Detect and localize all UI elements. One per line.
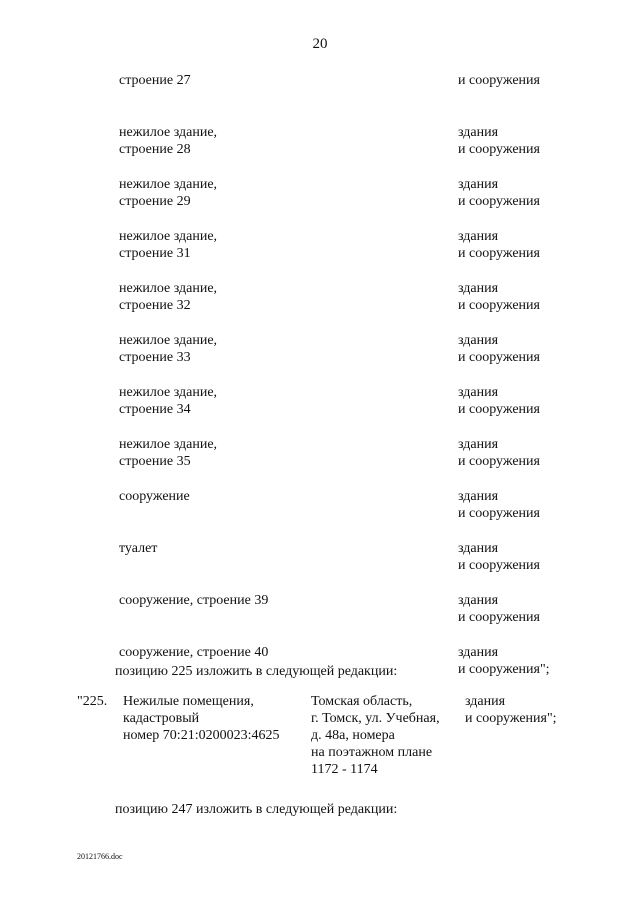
property-purpose: здания и сооружения — [458, 593, 540, 625]
property-name: нежилое здание, строение 33 — [119, 333, 218, 365]
property-name: строение 27 — [119, 73, 191, 88]
property-purpose: здания и сооружения — [458, 177, 540, 209]
entry-description: Нежилые помещения, кадастровый номер 70:21:0200023:4625 — [123, 694, 280, 743]
property-row — [0, 72, 640, 124]
property-row — [0, 540, 640, 592]
file-name-footer: 20121766.doc — [77, 852, 123, 861]
property-purpose: и сооружения — [458, 73, 540, 88]
property-row — [0, 124, 640, 176]
property-name: сооружение, строение 39 — [119, 593, 269, 608]
property-purpose: здания и сооружения — [458, 385, 540, 417]
property-row — [0, 592, 640, 644]
property-name: сооружение — [119, 489, 190, 504]
property-list — [0, 72, 640, 696]
property-purpose: здания и сооружения — [458, 333, 540, 365]
instruction-position-247: позицию 247 изложить в следующей редакции: — [115, 802, 398, 817]
page-number: 20 — [312, 36, 328, 52]
property-row — [0, 332, 640, 384]
entry-purpose: здания и сооружения"; — [465, 694, 557, 726]
entry-225 — [0, 693, 640, 783]
property-name: нежилое здание, строение 31 — [119, 229, 218, 261]
property-purpose: здания и сооружения"; — [458, 645, 550, 677]
property-name: нежилое здание, строение 32 — [119, 281, 218, 313]
entry-number: "225. — [77, 694, 108, 709]
property-purpose: здания и сооружения — [458, 437, 540, 469]
property-name: нежилое здание, строение 35 — [119, 437, 218, 469]
instruction-position-225: позицию 225 изложить в следующей редакции: — [115, 664, 398, 679]
property-row — [0, 280, 640, 332]
property-row — [0, 228, 640, 280]
entry-address: Томская область, г. Томск, ул. Учебная, д. 48а, номера на поэтажном плане 1172 - 1174 — [311, 694, 440, 777]
property-row — [0, 176, 640, 228]
property-name: нежилое здание, строение 34 — [119, 385, 218, 417]
property-row — [0, 436, 640, 488]
property-purpose: здания и сооружения — [458, 125, 540, 157]
property-purpose: здания и сооружения — [458, 229, 540, 261]
property-name: сооружение, строение 40 — [119, 645, 269, 660]
property-name: нежилое здание, строение 29 — [119, 177, 218, 209]
property-purpose: здания и сооружения — [458, 489, 540, 521]
property-name: нежилое здание, строение 28 — [119, 125, 218, 157]
property-purpose: здания и сооружения — [458, 281, 540, 313]
property-purpose: здания и сооружения — [458, 541, 540, 573]
property-name: туалет — [119, 541, 158, 556]
property-row — [0, 384, 640, 436]
property-row — [0, 488, 640, 540]
